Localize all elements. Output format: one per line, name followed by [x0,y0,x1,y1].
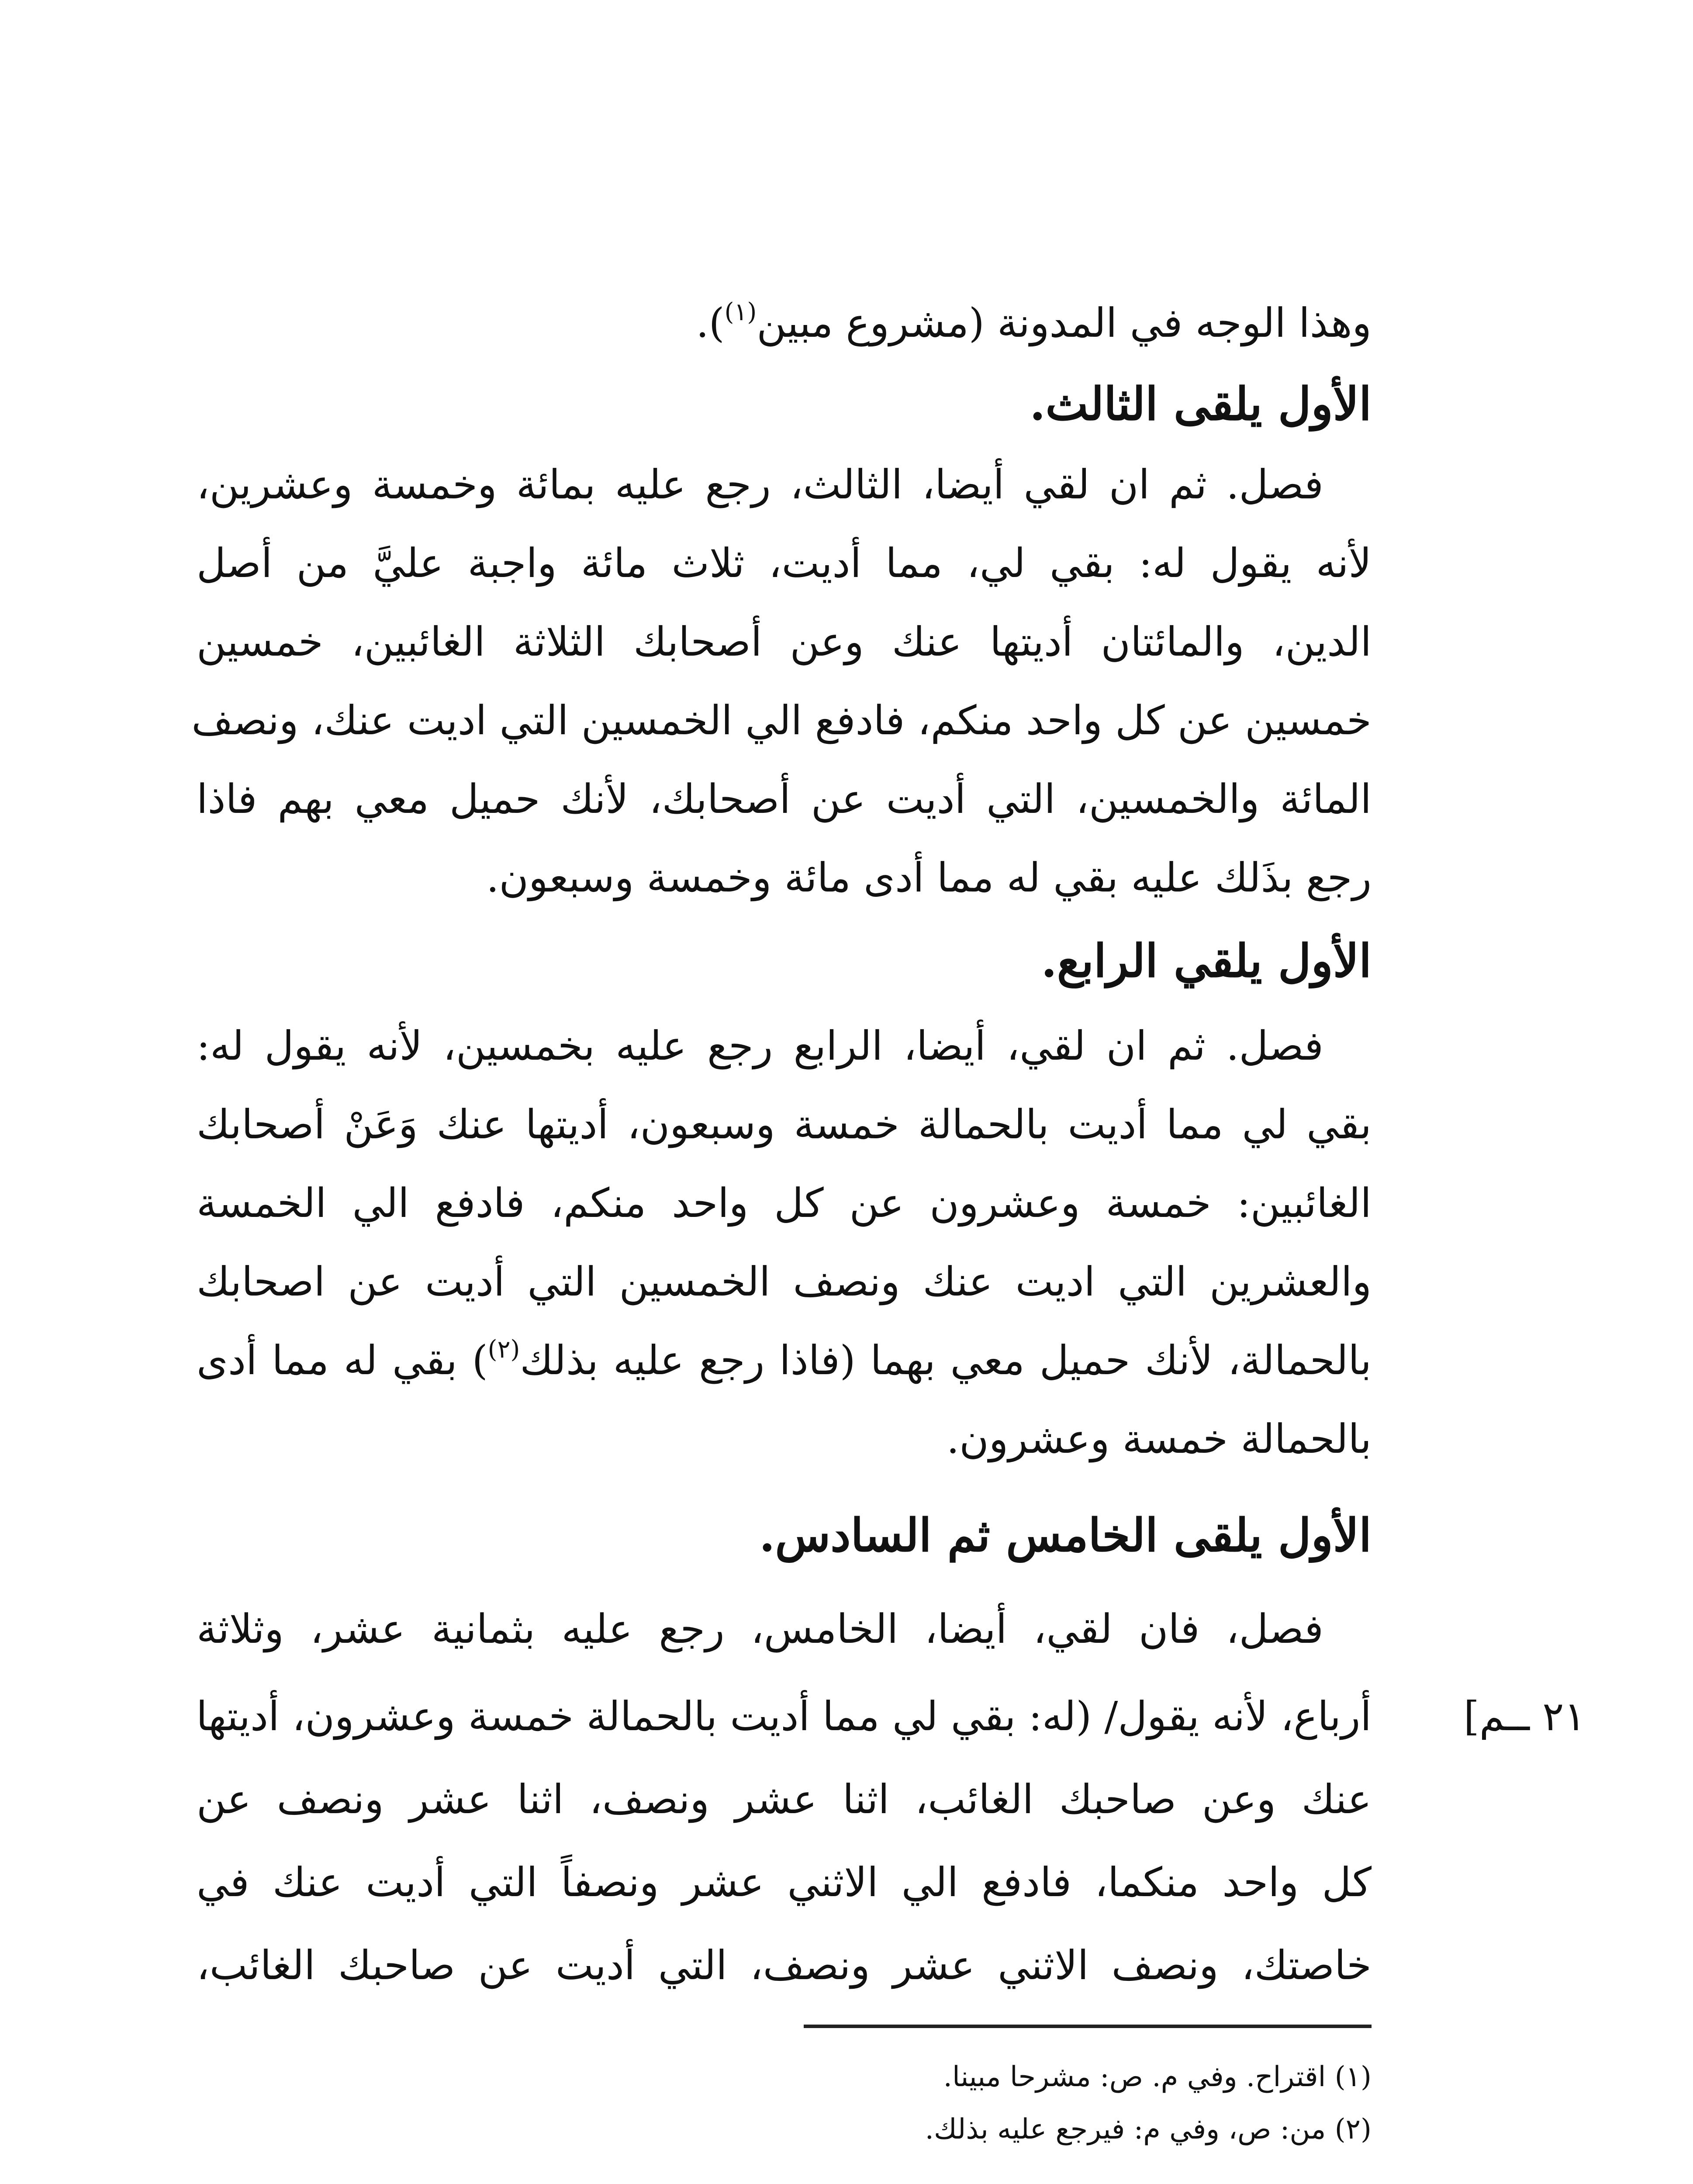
section-heading-fifth-sixth: الأول يلقى الخامس ثم السادس. [759,1508,1372,1562]
footnote-2: (٢) من: ص، وفي م: فيرجع عليه بذلك. [925,2113,1372,2146]
paragraph-line: المائة والخمسين، التي أديت عن أصحابك، لأنك حميل معي بهم فاذا [197,776,1372,822]
paragraph-line: رجع بذَلك عليه بقي له مما أدى مائة وخمسة وسبعون. [486,854,1372,901]
paragraph-line: بالحمالة خمسة وعشرون. [947,1416,1372,1462]
paragraph-line: فصل. ثم ان لقي، أيضا، الرابع رجع عليه بخمسين، لأنه يقول له: [197,1023,1323,1069]
footnote-ref-2: (٢) [487,1335,520,1364]
paragraph-line: لأنه يقول له: بقي لي، مما أديت، ثلاث مائة واجبة عليَّ من أصل [197,540,1372,587]
paragraph-line: أرباع، لأنه يقول/ (له: بقي لي مما أديت بالحمالة خمسة وعشرون، أديتها [196,1693,1372,1740]
paragraph-line: عنك وعن صاحبك الغائب، اثنا عشر ونصف، اثنا عشر ونصف عن [197,1776,1372,1823]
paragraph-line: بقي لي مما أديت بالحمالة خمسة وسبعون، أديتها عنك وَعَنْ أصحابك [197,1101,1372,1148]
paragraph-line: كل واحد منكما، فادفع الي الاثني عشر ونصفاً التي أديت عنك في [197,1859,1372,1906]
paragraph-line: فصل. ثم ان لقي أيضا، الثالث، رجع عليه بمائة وخمسة وعشرين، [197,461,1323,508]
paragraph-line: والعشرين التي اديت عنك ونصف الخمسين التي أديت عن اصحابك [197,1258,1372,1305]
footnote-ref-1: (١) [724,298,757,326]
footnote-divider [804,2025,1372,2028]
footnote-1: (١) اقتراح. وفي م. ص: مشرحا مبينا. [943,2061,1372,2093]
paragraph-line: خمسين عن كل واحد منكم، فادفع الي الخمسين التي اديت عنك، ونصف [191,697,1372,744]
paragraph-line: خاصتك، ونصف الاثني عشر ونصف، التي أديت عن صاحبك الغائب، [197,1942,1372,1989]
margin-folio-note: ٢١ ــم] [1463,1693,1586,1740]
paragraph-line: فصل، فان لقي، أيضا، الخامس، رجع عليه بثمانية عشر، وثلاثة [197,1606,1323,1652]
p2-line5-start: بالحمالة، لأنك حميل معي بهما (فاذا رجع عليه بذلك [520,1337,1372,1384]
paragraph-line: الغائبين: خمسة وعشرون عن كل واحد منكم، فادفع الي الخمسة [197,1180,1372,1227]
intro-end: ). [696,300,725,346]
intro-text: وهذا الوجه في المدونة (مشروع مبين [757,300,1372,346]
p2-line5-end: ) بقي له مما أدى [197,1337,488,1384]
paragraph-line: الدين، والمائتان أديتها عنك وعن أصحابك الثلاثة الغائبين، خمسين [197,619,1372,665]
intro-line [197,280,1372,367]
section-heading-fourth: الأول يلقي الرابع. [1041,934,1372,988]
paragraph-line [197,1317,1372,1404]
section-heading-third: الأول يلقى الثالث. [1030,377,1372,431]
